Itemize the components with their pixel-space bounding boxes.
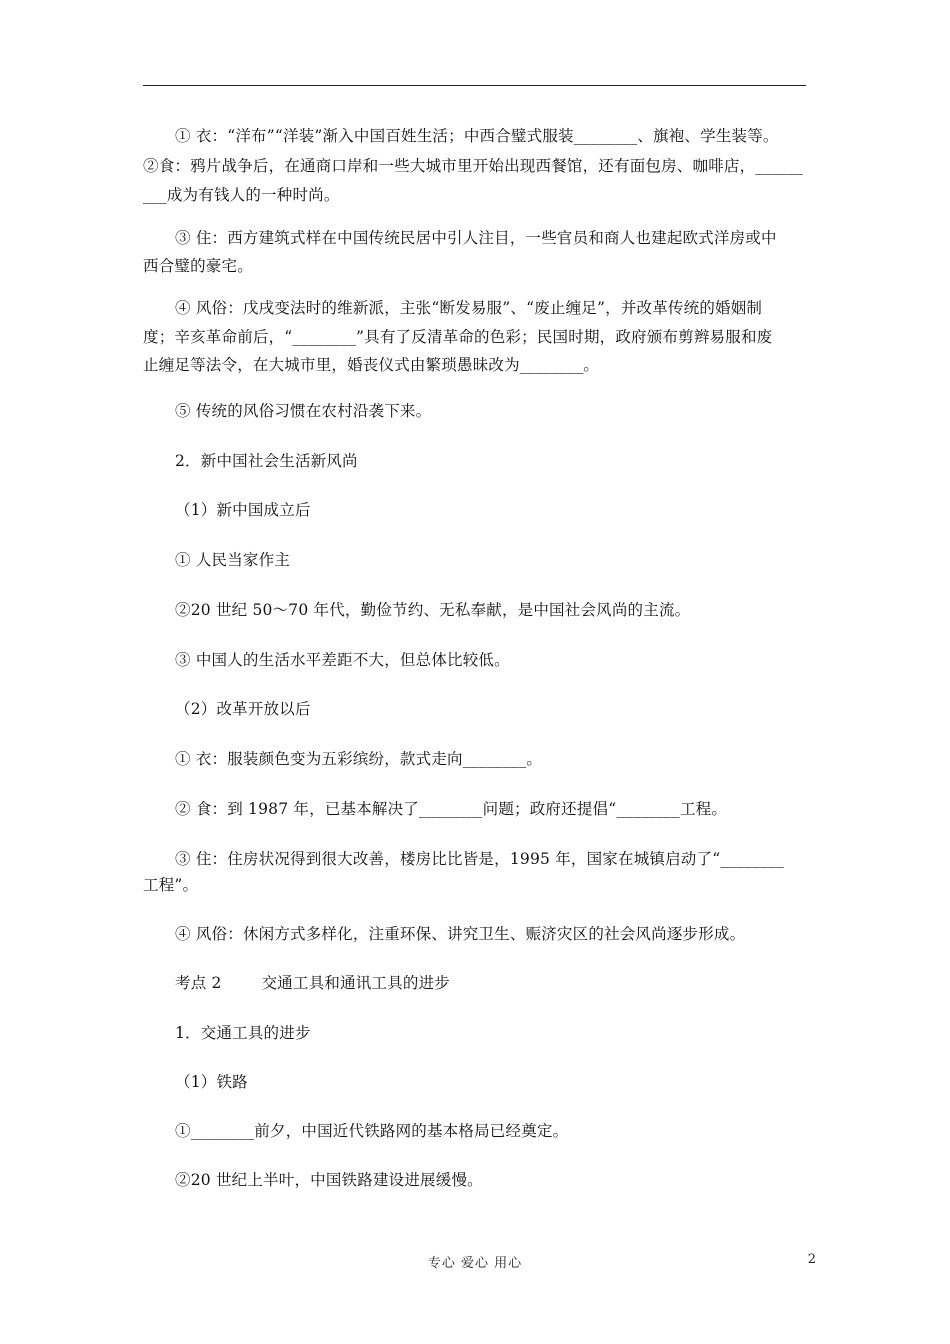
text-line: ⑤ 传统的风俗习惯在农村沿袭下来。: [175, 402, 432, 420]
text-line: ① 人民当家作主: [175, 551, 291, 569]
header-rule: [143, 85, 806, 86]
text-line: ___成为有钱人的一种时尚。: [143, 186, 340, 204]
section-heading: 1．交通工具的进步: [175, 1024, 311, 1042]
text-line: ④ 风俗：休闲方式多样化，注重环保、讲究卫生、赈济灾区的社会风尚逐步形成。: [175, 925, 746, 943]
text-line: ③ 住：住房状况得到很大改善，楼房比比皆是，1995 年，国家在城镇启动了“________: [175, 850, 784, 868]
page-number: 2: [807, 1252, 816, 1267]
text-line: ②20 世纪上半叶，中国铁路建设进展缓慢。: [175, 1171, 483, 1189]
text-line: ② 食：到 1987 年，已基本解决了________问题；政府还提倡“________工程。: [175, 800, 728, 818]
text-line: 西合璧的豪宅。: [143, 257, 253, 275]
subsection-heading: （2）改革开放以后: [175, 700, 311, 718]
text-line: ③ 住：西方建筑式样在中国传统民居中引人注目，一些官员和商人也建起欧式洋房或中: [175, 229, 777, 247]
text-line: ① 衣：“洋布”“洋装”渐入中国百姓生活；中西合璧式服装________、旗袍、学生装等。: [175, 127, 779, 145]
text-line: ① 衣：服装颜色变为五彩缤纷，款式走向________。: [175, 750, 543, 768]
text-line: ③ 中国人的生活水平差距不大，但总体比较低。: [175, 651, 510, 669]
footer-motto: 专心 爱心 用心: [427, 1256, 523, 1271]
subsection-heading: （1）铁路: [175, 1073, 248, 1091]
exam-point-heading: [175, 972, 815, 994]
text-line: 止缠足等法令，在大城市里，婚丧仪式由繁琐愚昧改为________。: [143, 356, 600, 374]
text-line: ④ 风俗：戊戌变法时的维新派，主张“断发易服”、“废止缠足”，并改革传统的婚姻制: [175, 299, 763, 317]
text-line: 度；辛亥革命前后，“________”具有了反清革命的色彩；民国时期，政府颁布剪辫易服和废: [143, 328, 773, 346]
text-line: ②20 世纪 50～70 年代，勤俭节约、无私奉献，是中国社会风尚的主流。: [175, 601, 691, 619]
section-heading: 2．新中国社会生活新风尚: [175, 452, 358, 470]
exam-point-label: 考点 2: [175, 974, 222, 992]
exam-point-title: 交通工具和通讯工具的进步: [261, 974, 450, 992]
text-line: ①________前夕，中国近代铁路网的基本格局已经奠定。: [175, 1122, 569, 1140]
subsection-heading: （1）新中国成立后: [175, 501, 311, 519]
text-line: 工程”。: [143, 876, 199, 894]
text-line: ②食：鸦片战争后，在通商口岸和一些大城市里开始出现西餐馆，还有面包房、咖啡店，______: [143, 157, 804, 175]
